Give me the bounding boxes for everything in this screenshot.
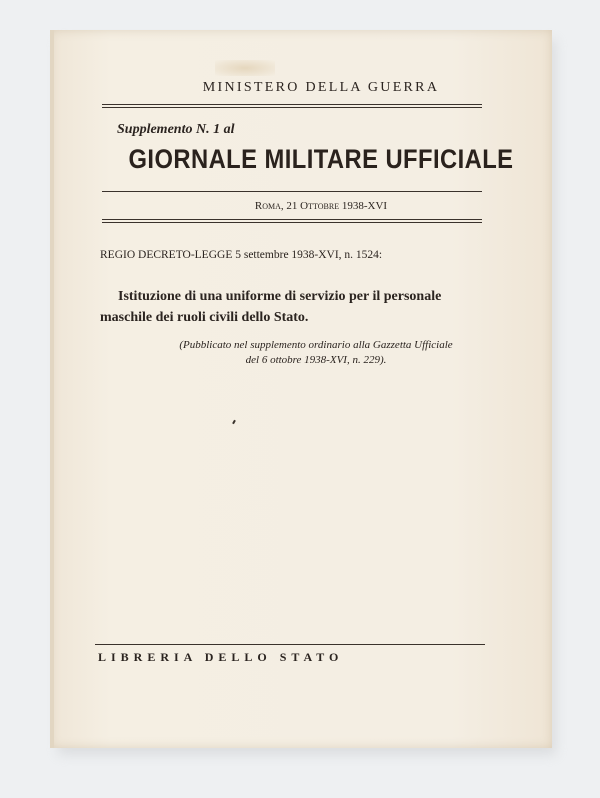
top-double-rule (102, 104, 482, 108)
journal-title: GIORNALE MILITARE UFFICIALE (128, 144, 514, 174)
spine-edge (50, 30, 54, 748)
dateline-double-rule (102, 219, 482, 223)
dateline: Roma, 21 Ottobre 1938-XVI (254, 200, 388, 212)
footer-rule (95, 644, 485, 645)
ink-speck (232, 420, 236, 424)
title-rule (102, 191, 482, 192)
publication-line-1: (Pubblicato nel supplemento ordinario alla Gazzetta Ufficiale (179, 339, 453, 351)
heading-line-2: maschile dei ruoli civili dello Stato. (100, 310, 309, 325)
paper-stain (215, 60, 275, 76)
ministry-name: MINISTERO DELLA GUERRA (202, 80, 440, 95)
publication-note (65, 338, 567, 368)
document-cover (50, 30, 552, 748)
publisher-footer: LIBRERIA DELLO STATO (98, 650, 344, 664)
decree-line: REGIO DECRETO-LEGGE 5 settembre 1938-XVI, n. 1524: (100, 249, 383, 261)
publication-line-2: del 6 ottobre 1938-XVI, n. 229). (245, 354, 387, 366)
supplement-label: Supplemento N. 1 al (117, 122, 235, 137)
heading-line-1: Istituzione di una uniforme di servizio per il personale (118, 289, 442, 304)
decree-heading (100, 286, 500, 328)
